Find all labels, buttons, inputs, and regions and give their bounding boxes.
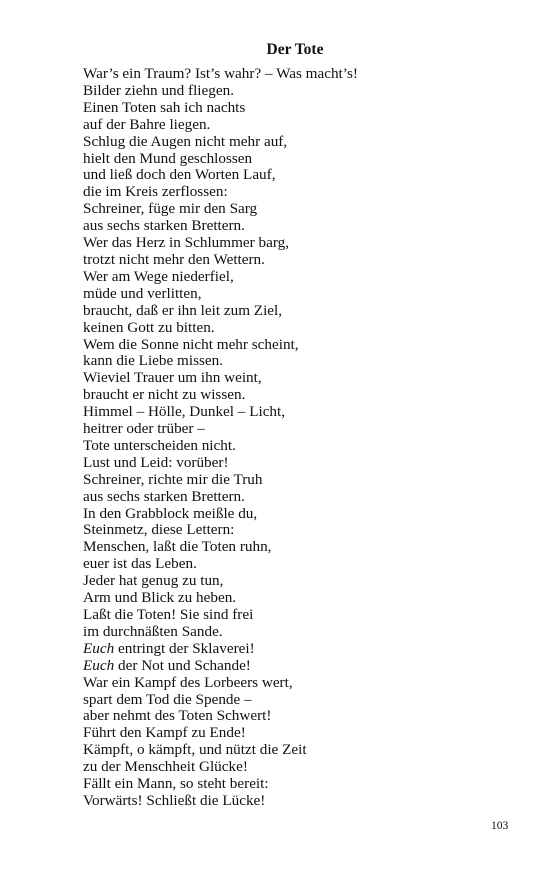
poem-line — [83, 303, 483, 320]
page-number: 103 — [491, 820, 509, 832]
poem-line-text: kann die Liebe missen. — [83, 352, 224, 370]
poem-line-text: Kämpft, o kämpft, und nützt die Zeit — [83, 741, 307, 759]
poem-line — [83, 421, 483, 438]
poem-line-text: braucht, daß er ihn leit zum Ziel, — [83, 301, 283, 319]
poem-line-text: aber nehmt des Toten Schwert! — [83, 707, 272, 725]
poem-line-text: hielt den Mund geschlossen — [83, 149, 253, 167]
poem-line-text: aus sechs starken Brettern. — [83, 487, 245, 505]
poem-line-text: War’s ein Traum? Ist’s wahr? – Was macht’s! — [83, 65, 358, 82]
poem-line — [83, 725, 483, 742]
poem-line — [83, 607, 483, 624]
poem-line-text: War ein Kampf des Lorbeers wert, — [83, 673, 293, 691]
poem-line-text: entringt der Sklaverei! — [114, 639, 255, 657]
poem-line-text: Lust und Leid: vorüber! — [83, 453, 229, 471]
poem-line — [83, 235, 483, 252]
poem-line — [83, 675, 483, 692]
poem-line-text: Tote unterscheiden nicht. — [83, 436, 236, 454]
poem-line — [83, 692, 483, 709]
poem-line — [83, 184, 483, 201]
poem-line — [83, 708, 483, 725]
emphasized-word: Euch — [83, 656, 115, 674]
poem-line — [83, 522, 483, 539]
poem-line-text: Steinmetz, diese Lettern: — [83, 521, 235, 539]
poem-line — [83, 117, 483, 134]
poem-line-text: Wer das Herz in Schlummer barg, — [83, 234, 289, 252]
poem-line — [83, 556, 483, 573]
poem-line-text: euer ist das Leben. — [83, 555, 197, 573]
poem-line — [83, 590, 483, 607]
poem-line — [83, 134, 483, 151]
poem-line-text: die im Kreis zerflossen: — [83, 183, 228, 201]
poem-line — [83, 776, 483, 793]
poem-line — [83, 539, 483, 556]
poem-line-text: Himmel – Hölle, Dunkel – Licht, — [83, 403, 286, 421]
poem-line-text: und ließ doch den Worten Lauf, — [83, 166, 276, 184]
poem-line — [83, 286, 483, 303]
poem-line-text: In den Grabblock meißle du, — [83, 504, 258, 522]
poem-line-text: Schreiner, füge mir den Sarg — [83, 200, 258, 218]
poem-line-text: Fällt ein Mann, so steht bereit: — [83, 775, 269, 793]
poem-line — [83, 320, 483, 337]
emphasized-word: Euch — [83, 639, 115, 657]
poem-line-text: braucht er nicht zu wissen. — [83, 386, 246, 404]
poem-line — [83, 269, 483, 286]
poem-line — [83, 658, 483, 675]
poem-line — [83, 167, 483, 184]
poem-line-text: Schreiner, richte mir die Truh — [83, 470, 263, 488]
poem-line — [83, 506, 483, 523]
poem-line — [83, 201, 483, 218]
poem-line — [83, 472, 483, 489]
poem-line — [83, 573, 483, 590]
poem-line — [83, 438, 483, 455]
poem-line-text: der Not und Schande! — [114, 656, 251, 674]
poem-line-text: keinen Gott zu bitten. — [83, 318, 215, 336]
poem-line — [83, 759, 483, 776]
poem-line — [83, 455, 483, 472]
poem-line-text: Wer am Wege niederfiel, — [83, 267, 234, 285]
poem-line-text: Schlug die Augen nicht mehr auf, — [83, 132, 288, 150]
poem-line — [83, 66, 483, 83]
poem-line-text: Menschen, laßt die Toten ruhn, — [83, 538, 272, 556]
poem-line-text: Jeder hat genug zu tun, — [83, 572, 224, 590]
poem-line — [83, 337, 483, 354]
poem-line — [83, 793, 483, 810]
poem-line-text: Laßt die Toten! Sie sind frei — [83, 606, 254, 623]
poem-line-text: aus sechs starken Brettern. — [83, 217, 245, 235]
poem-line-text: Wem die Sonne nicht mehr scheint, — [83, 335, 299, 353]
poem-line — [83, 83, 483, 100]
poem-line — [83, 252, 483, 269]
poem-line — [83, 404, 483, 421]
poem-title: Der Tote — [266, 41, 324, 58]
poem-body — [83, 66, 483, 810]
poem-line — [83, 353, 483, 370]
poem-line — [83, 387, 483, 404]
poem-line-text: müde und verlitten, — [83, 284, 202, 302]
poem-line-text: Bilder ziehn und fliegen. — [83, 81, 234, 99]
poem-line — [83, 624, 483, 641]
poem-line-text: zu der Menschheit Glücke! — [83, 758, 248, 776]
poem-line — [83, 218, 483, 235]
poem-line-text: trotzt nicht mehr den Wettern. — [83, 250, 265, 268]
poem-line-text: Führt den Kampf zu Ende! — [83, 724, 246, 742]
poem-line — [83, 742, 483, 759]
poem-line-text: Wieviel Trauer um ihn weint, — [83, 369, 262, 387]
poem-line — [83, 370, 483, 387]
poem-line-text: spart dem Tod die Spende – — [83, 690, 252, 708]
poem-line-text: Vorwärts! Schließt die Lücke! — [83, 791, 266, 809]
poem-line — [83, 151, 483, 168]
poem-line-text: auf der Bahre liegen. — [83, 115, 211, 133]
poem-line — [83, 100, 483, 117]
poem-line-text: im durchnäßten Sande. — [83, 622, 223, 640]
poem-line-text: Einen Toten sah ich nachts — [83, 98, 246, 116]
poem-line-text: heitrer oder trüber – — [83, 420, 205, 438]
poem-line — [83, 489, 483, 506]
poem-line-text: Arm und Blick zu heben. — [83, 589, 237, 607]
poem-line — [83, 641, 483, 658]
